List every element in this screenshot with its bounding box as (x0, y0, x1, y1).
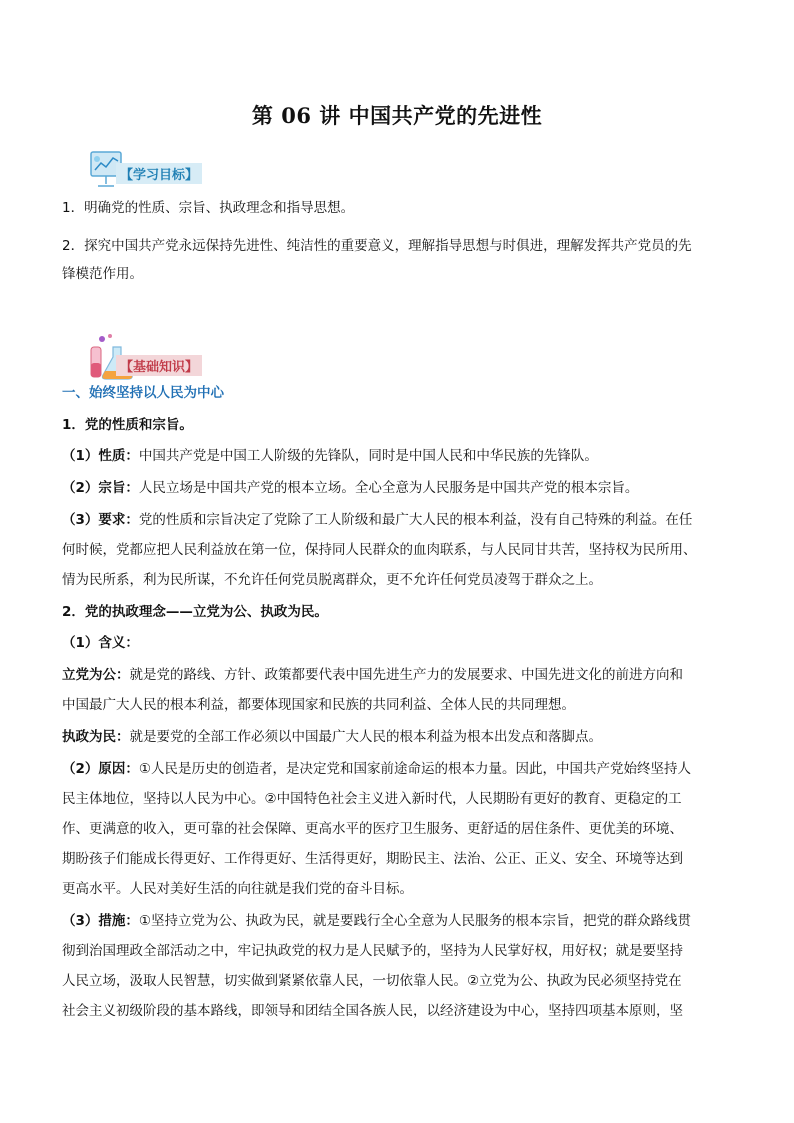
founding-for-public-line-1 (62, 665, 732, 685)
paragraph-requirement-line-2: 何时候，党都应把人民利益放在第一位，保持同人民群众的血肉联系，与人民同甘共苦，坚持权为民所用、 (62, 542, 697, 558)
paragraph-requirement-line-1 (62, 510, 732, 530)
paragraph-text: 就是要党的全部工作必须以中国最广大人民的根本利益为根本出发点和落脚点。 (129, 729, 602, 745)
learning-goals-badge (88, 150, 208, 190)
paragraph-text: 中国共产党是中国工人阶级的先锋队，同时是中国人民和中华民族的先锋队。 (138, 448, 598, 464)
page-title: 第 06 讲 中国共产党的先进性 (251, 103, 543, 128)
basic-knowledge-badge (88, 333, 218, 381)
paragraph-purpose (62, 478, 732, 498)
measures-line-3: 人民立场，汲取人民智慧，切实做到紧紧依靠人民，一切依靠人民。②立党为公、执政为民必须坚持党在 (62, 973, 682, 989)
heading-party-nature: 1．党的性质和宗旨。 (62, 417, 193, 433)
paragraph-label: （3）措施： (62, 913, 139, 929)
goal-item-1: 1．明确党的性质、宗旨、执政理念和指导思想。 (62, 200, 355, 216)
founding-for-public-line-2: 中国最广大人民的根本利益，都要体现国家和民族的共同利益、全体人民的共同理想。 (62, 697, 575, 713)
paragraph-text: 就是党的路线、方针、政策都要代表中国先进生产力的发展要求、中国先进文化的前进方向和 (129, 667, 683, 683)
paragraph-label: （2）原因： (62, 761, 139, 777)
reason-line-2: 民主体地位，坚持以人民为中心。②中国特色社会主义进入新时代，人民期盼有更好的教育、更稳定的工 (62, 791, 682, 807)
paragraph-requirement-line-3: 情为民所系，利为民所谋，不允许任何党员脱离群众，更不允许任何党员凌驾于群众之上。 (62, 572, 602, 588)
learning-goals-label: 【学习目标】 (116, 163, 202, 184)
governing-for-people (62, 727, 732, 747)
paragraph-label: （1）性质： (62, 448, 139, 464)
heading-governing-concept: 2．党的执政理念——立党为公、执政为民。 (62, 604, 328, 620)
goal-item-2-line-1: 2．探究中国共产党永远保持先进性、纯洁性的重要意义，理解指导思想与时俱进，理解发挥共产党员的先 (62, 238, 692, 254)
section-heading-1: 一、始终坚持以人民为中心 (62, 385, 224, 401)
goal-item-2-line-2: 锋模范作用。 (62, 266, 143, 282)
measures-line-1 (62, 911, 732, 931)
basic-knowledge-label: 【基础知识】 (116, 355, 202, 376)
paragraph-label: （3）要求： (62, 512, 139, 528)
paragraph-label: （2）宗旨： (62, 480, 139, 496)
paragraph-text: ①人民是历史的创造者，是决定党和国家前途命运的根本力量。因此，中国共产党始终坚持人 (138, 761, 692, 777)
reason-line-3: 作、更满意的收入，更可靠的社会保障、更高水平的医疗卫生服务、更舒适的居住条件、更优美的环境、 (62, 821, 683, 837)
paragraph-text: 人民立场是中国共产党的根本立场。全心全意为人民服务是中国共产党的根本宗旨。 (138, 480, 639, 496)
reason-line-5: 更高水平。人民对美好生活的向往就是我们党的奋斗目标。 (62, 881, 413, 897)
paragraph-text: 党的性质和宗旨决定了党除了工人阶级和最广大人民的根本利益，没有自己特殊的利益。在任 (138, 512, 693, 528)
meaning-label: （1）含义： (62, 635, 139, 651)
paragraph-nature (62, 446, 732, 466)
paragraph-label: 执政为民： (62, 729, 130, 745)
reason-line-4: 期盼孩子们能成长得更好、工作得更好、生活得更好，期盼民主、法治、公正、正义、安全、环境等达到 (62, 851, 683, 867)
reason-line-1 (62, 759, 732, 779)
paragraph-text: ①坚持立党为公、执政为民，就是要践行全心全意为人民服务的根本宗旨，把党的群众路线贯 (138, 913, 692, 929)
paragraph-label: 立党为公： (62, 667, 130, 683)
measures-line-2: 彻到治国理政全部活动之中，牢记执政党的权力是人民赋予的，坚持为人民掌好权，用好权；就是要坚持 (62, 943, 683, 959)
measures-line-4: 社会主义初级阶段的基本路线，即领导和团结全国各族人民，以经济建设为中心，坚持四项基本原则，坚 (62, 1003, 683, 1019)
